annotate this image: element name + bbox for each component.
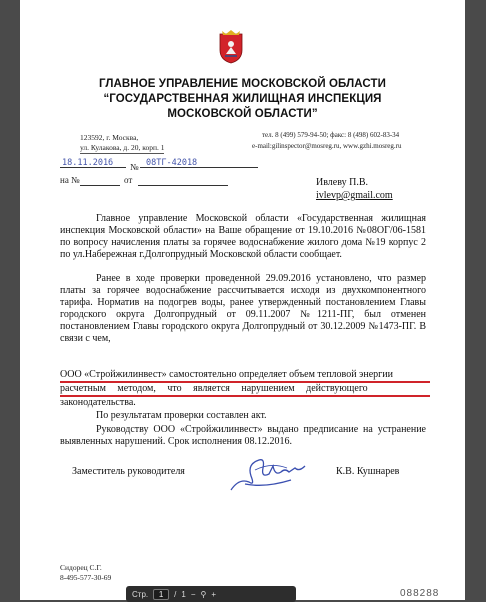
zoom-in-icon[interactable]: + <box>211 589 217 599</box>
address-line-1: 123592, г. Москва, <box>80 133 139 142</box>
zoom-out-icon[interactable]: − <box>190 589 196 599</box>
signatory-name: К.В. Кушнарев <box>336 466 400 477</box>
reference-label: на № <box>60 175 80 185</box>
recipient-name: Ивлеву П.В. <box>316 177 369 188</box>
page-separator: / <box>174 589 177 599</box>
letterhead-line-2: “ГОСУДАРСТВЕННАЯ ЖИЛИЩНАЯ ИНСПЕКЦИЯ <box>103 93 382 105</box>
total-pages: 1 <box>181 589 186 599</box>
executor-name: Сидорец С.Г. <box>60 563 102 572</box>
recipient-email: ivlevp@gmail.com <box>316 190 393 201</box>
document-serial-number: 088288 <box>400 588 440 599</box>
handwritten-signature <box>225 452 315 496</box>
signatory-title: Заместитель руководителя <box>72 466 185 477</box>
executor-phone: 8-495-577-30-69 <box>60 573 112 582</box>
body-paragraph-2-end: законодательства. <box>60 397 136 408</box>
contacts-email: e-mail:gilinspector@mosreg.ru, www.gzhi.mosreg.ru <box>252 142 402 150</box>
contacts-phone: тел. 8 (499) 579-94-50; факс: 8 (498) 602-83-34 <box>262 131 400 139</box>
from-label: от <box>124 175 133 185</box>
registration-date: 18.11.2016 <box>62 158 114 168</box>
body-paragraph-3: По результатам проверки составлен акт. <box>96 410 267 421</box>
highlighted-line-1: ООО «Стройжилинвест» самостоятельно определяет объем тепловой энергии <box>60 369 393 380</box>
number-label: № <box>130 162 139 172</box>
highlighted-line-2: расчетным методом, что является нарушением действующего <box>60 383 368 394</box>
document-page <box>20 0 465 600</box>
body-paragraph-4: Руководству ООО «Стройжилинвест» выдано предписание на устранение выявленных нарушений. Срок исполнения 08.12.2016. <box>60 424 426 447</box>
zoom-icon[interactable]: ⚲ <box>200 589 207 599</box>
address-line-2: ул. Кулакова, д. 20, корп. 1 <box>80 143 165 152</box>
body-paragraph-2: Ранее в ходе проверки проведенной 29.09.2016 установлено, что размер платы за горячее водоснабжение рассчитывается исходя из двухкомпонентного тарифа. Норматив на подогрев воды, ранее утвержденный постановлением Главы городского округа Долгопрудный от 09.11.2007 №1211-ПГ, был отменен постановлением Главы городского округа Долгопрудный от 30.12.2009 №1473-ПГ. В связи с чем, <box>60 273 426 344</box>
letterhead-line-3: МОСКОВСКОЙ ОБЛАСТИ” <box>167 108 318 120</box>
body-paragraph-1: Главное управление Московской области «Государственная жилищная инспекция Московской области» на Ваше обращение от 19.10.2016 №08ОГ/06-1581 по вопросу начисления платы за горячее водоснабжение жилого дома №19 корпус 2 по ул.Набережная г.Долгопрудный Московской области сообщает. <box>60 213 426 260</box>
letterhead-line-1: ГЛАВНОЕ УПРАВЛЕНИЕ МОСКОВСКОЙ ОБЛАСТИ <box>98 78 387 90</box>
reference-date-field <box>138 175 228 186</box>
reference-number-field <box>80 175 120 186</box>
current-page-input[interactable]: 1 <box>153 589 169 600</box>
registration-number: 08ТГ-42018 <box>146 158 198 168</box>
page-label: Стр. <box>132 589 149 599</box>
moscow-region-emblem-icon <box>217 30 245 64</box>
